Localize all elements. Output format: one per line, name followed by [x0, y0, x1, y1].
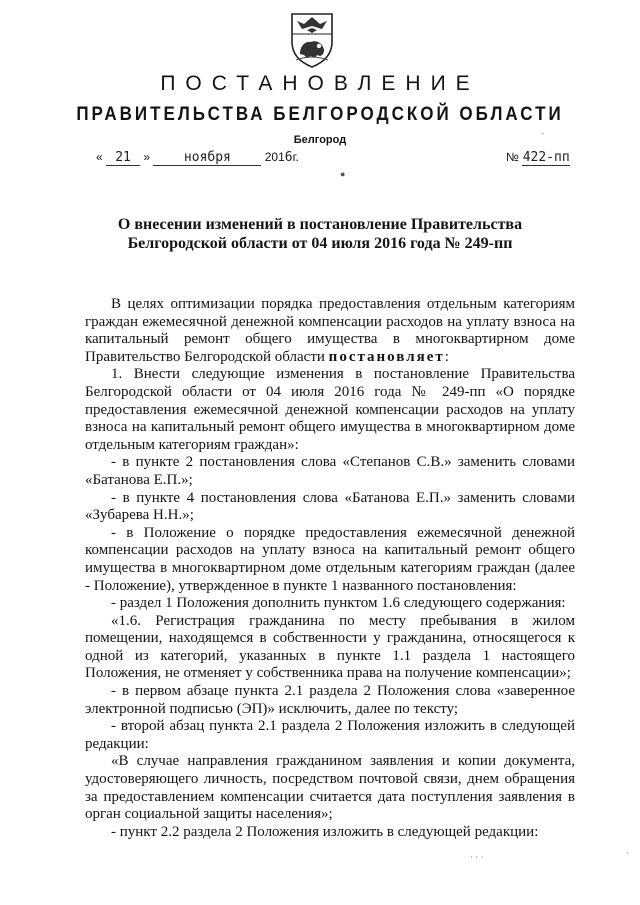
scan-speck: · [626, 848, 629, 858]
document-type: ПОСТАНОВЛЕНИЕ [160, 72, 480, 95]
date-day: 21 [106, 150, 140, 166]
document-date [96, 150, 299, 166]
document-body [85, 296, 575, 841]
issuing-authority: ПРАВИТЕЛЬСТВА БЕЛГОРОДСКОЙ ОБЛАСТИ [76, 102, 564, 125]
preamble-resolves: постановляет [328, 348, 445, 365]
preamble-text: В целях оптимизации порядка предоставления отдельным категориям граждан ежемесячной денежной компенсации расходов на уплату взноса на капитальный ремонт общего имущества в многоквартирном доме Правительство Белгородской области [85, 296, 575, 365]
title-line-2: Белгородской области от 04 июля 2016 года № 249-пп [127, 235, 513, 252]
scan-speck: · · · [470, 852, 484, 862]
paragraph-5: - раздел 1 Положения дополнить пунктом 1.6 следующего содержания: [111, 595, 566, 612]
date-close-quote: » [143, 150, 151, 164]
paragraph-10: - пункт 2.2 раздела 2 Положения изложить в следующей редакции: [111, 823, 539, 840]
date-open-quote: « [96, 150, 103, 164]
paragraph-preamble [85, 296, 575, 366]
title-line-1: О внесении изменений в постановление Правительства [117, 216, 523, 233]
date-year-suffix: г. [292, 150, 299, 164]
paragraph-3: - в пункте 4 постановления слова «Батанова Е.П.» заменить словами «Зубарева Н.Н.»; [85, 489, 575, 524]
number-prefix: № [506, 150, 519, 164]
coat-of-arms-icon [289, 10, 335, 68]
paragraph-7: - в первом абзаце пункта 2.1 раздела 2 Положения слова «заверенное электронной подписью (ЭП)» исключить, далее по тексту; [85, 683, 575, 717]
paragraph-6: «1.6. Регистрация гражданина по месту пребывания в жилом помещении, находящемся в собственности у гражданина, относящегося к одной из категорий, указанных в пункте 1.1 раздела 1 настоящего Положения, не отменяет у собственника права на получение компенсации»; [85, 612, 575, 682]
document-number [506, 150, 570, 166]
paragraph-9: «В случае направления гражданином заявления и копии документа, удостоверяющего личность, посредством почтовой связи, днем обращения за предоставлением компенсации считается дата поступления заявления в орган социальной защиты населения»; [85, 753, 575, 823]
scan-mark: ● [340, 169, 346, 179]
paragraph-2: - в пункте 2 постановления слова «Степанов С.В.» заменить словами «Батанова Е.П.»; [85, 454, 575, 488]
paragraph-8: - второй абзац пункта 2.1 раздела 2 Положения изложить в следующей редакции: [85, 718, 575, 752]
date-year-digit: 6 [284, 150, 293, 165]
city-name: Белгород [293, 134, 347, 146]
date-year-prefix: 201 [264, 150, 285, 164]
document-title [80, 215, 560, 253]
scan-speck: - [541, 128, 544, 138]
preamble-colon: : [444, 348, 449, 365]
paragraph-1: 1. Внести следующие изменения в постановление Правительства Белгородской области от 04 июля 2016 года № 249-пп «О порядке предоставления ежемесячной денежной компенсации расходов на уплату взноса на капитальный ремонт общего имущества в многоквартирном доме отдельным категориям граждан»: [85, 366, 575, 453]
date-month: ноября [153, 150, 261, 166]
paragraph-4: - в Положение о порядке предоставления ежемесячной денежной компенсации расходов на уплату взноса на капитальный ремонт общего имущества в многоквартирном доме отдельным категориям граждан (далее - Положение), утвержденное в пункте 1 названного постановления: [85, 524, 575, 594]
number-value: 422-пп [522, 150, 570, 165]
